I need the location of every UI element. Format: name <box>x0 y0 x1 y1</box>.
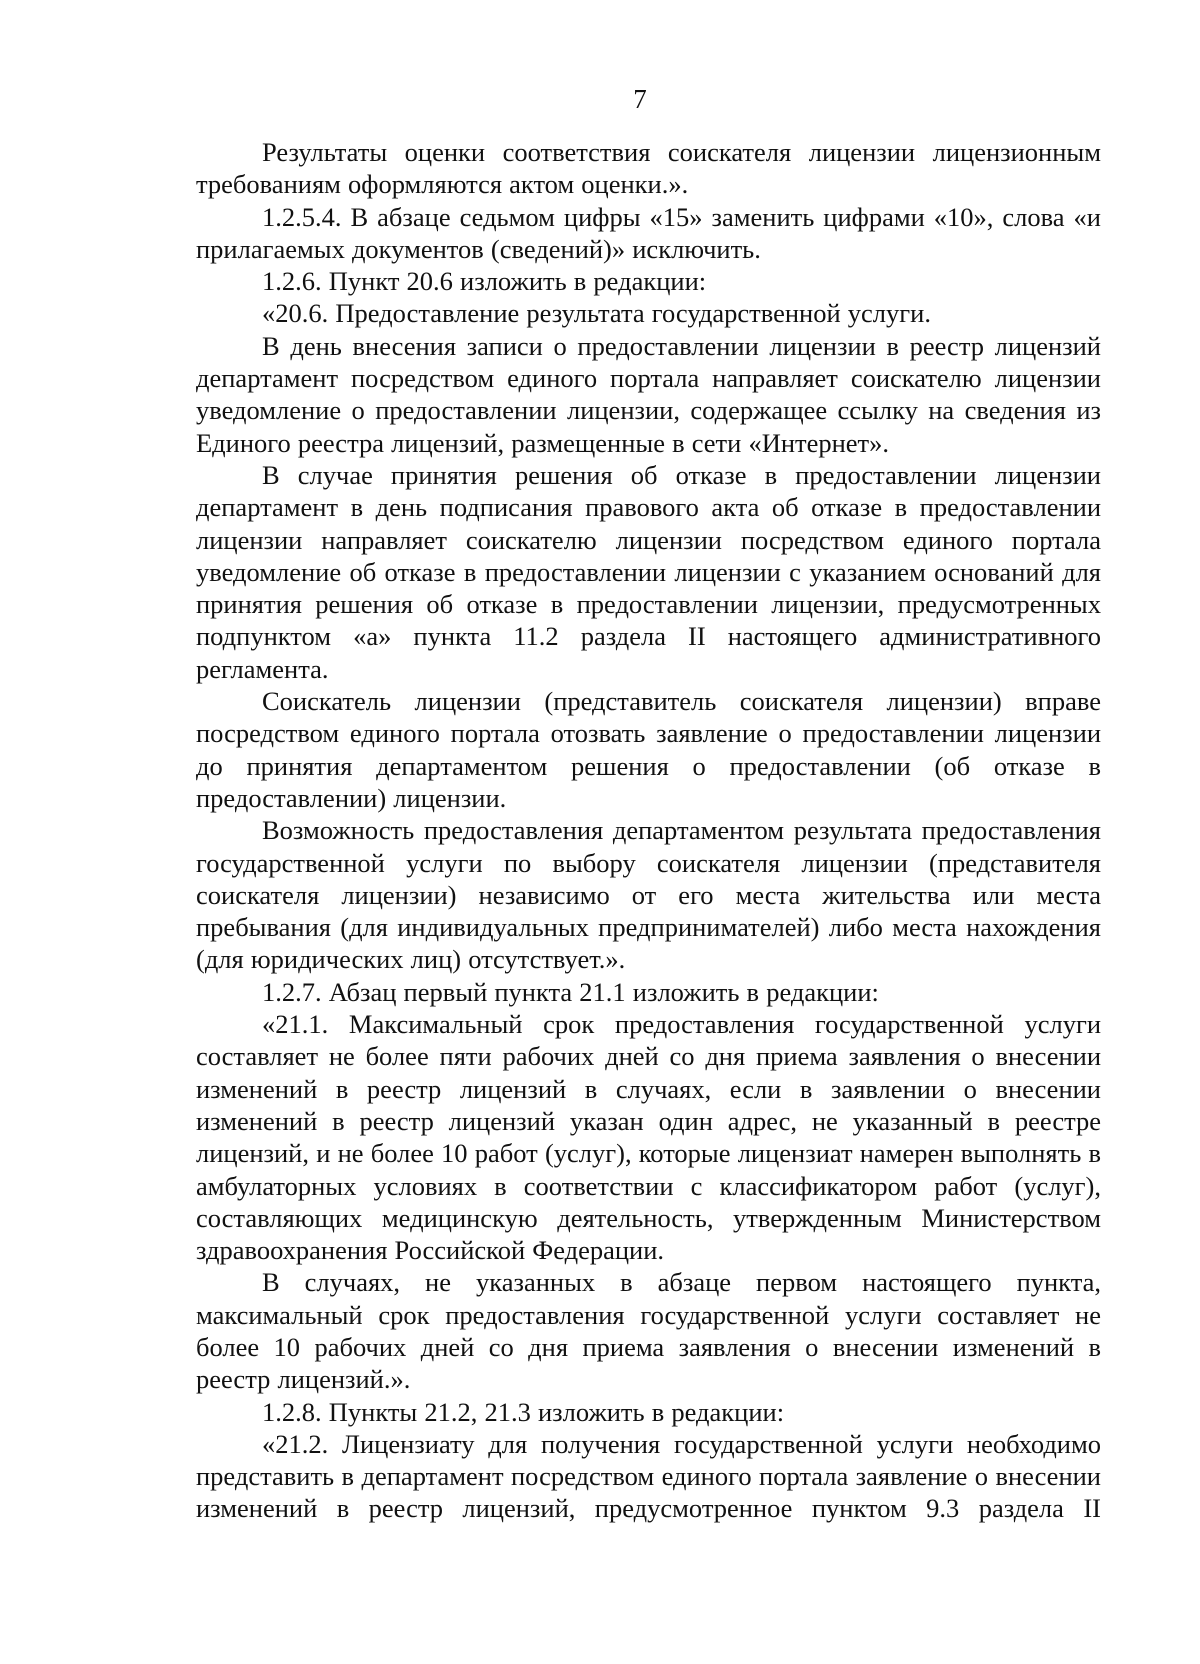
paragraph: 1.2.8. Пункты 21.2, 21.3 изложить в редакции: <box>262 1396 785 1427</box>
paragraph: «21.1. Максимальный срок предоставления государственной услуги составляет не более пяти рабочих дней со дня приема заявления о внесении изменений в реестр лицензий в случаях, если в заявлении о внесении изменений в реестр лицензий указан один адрес, не указанный в реестре лицензий, и не более 10 работ (услуг), которые лицензиат намерен выполнять в амбулаторных условиях в соответствии с классификатором работ (услуг), составляющих медицинскую деятельность, утвержденным Министерством здравоохранения Российской Федерации. <box>196 1009 1101 1266</box>
paragraph: В день внесения записи о предоставлении лицензии в реестр лицензий департамент посредством единого портала направляет соискателю лицензии уведомление о предоставлении лицензии, содержащее ссылку на сведения из Единого реестра лицензий, размещенные в сети «Интернет». <box>196 330 1101 458</box>
paragraph: В случаях, не указанных в абзаце первом настоящего пункта, максимальный срок предоставления государственной услуги составляет не более 10 рабочих дней со дня приема заявления о внесении изменений в реестр лицензий.». <box>196 1267 1101 1395</box>
paragraph: 1.2.5.4. В абзаце седьмом цифры «15» заменить цифрами «10», слова «и прилагаемых документов (сведений)» исключить. <box>196 201 1101 264</box>
paragraph: «20.6. Предоставление результата государственной услуги. <box>262 298 931 329</box>
paragraph: Результаты оценки соответствия соискателя лицензии лицензионным требованиям оформляются актом оценки.». <box>196 137 1101 200</box>
paragraph: Соискатель лицензии (представитель соискателя лицензии) вправе посредством единого портала отозвать заявление о предоставлении лицензии до принятия департаментом решения о предоставлении (об отказе в предоставлении) лицензии. <box>196 686 1101 813</box>
document-body <box>196 136 1101 1525</box>
paragraph: В случае принятия решения об отказе в предоставлении лицензии департамент в день подписания правового акта об отказе в предоставлении лицензии направляет соискателю лицензии посредством единого портала уведомление об отказе в предоставлении лицензии с указанием оснований для принятия решения об отказе в предоставлении лицензии, предусмотренных подпунктом «а» пункта 11.2 раздела II настоящего административного регламента. <box>196 459 1101 684</box>
paragraph: «21.2. Лицензиату для получения государственной услуги необходимо представить в департамент посредством единого портала заявление о внесении изменений в реестр лицензий, предусмотренное пунктом 9.3 раздела II <box>196 1428 1101 1524</box>
paragraph: Возможность предоставления департаментом результата предоставления государственной услуги по выбору соискателя лицензии (представителя соискателя лицензии) независимо от его места жительства или места пребывания (для индивидуальных предпринимателей) либо места нахождения (для юридических лиц) отсутствует.». <box>196 815 1101 975</box>
paragraph: 1.2.6. Пункт 20.6 изложить в редакции: <box>262 266 707 297</box>
paragraph: 1.2.7. Абзац первый пункта 21.1 изложить в редакции: <box>262 976 879 1007</box>
page-number: 7 <box>633 84 647 114</box>
